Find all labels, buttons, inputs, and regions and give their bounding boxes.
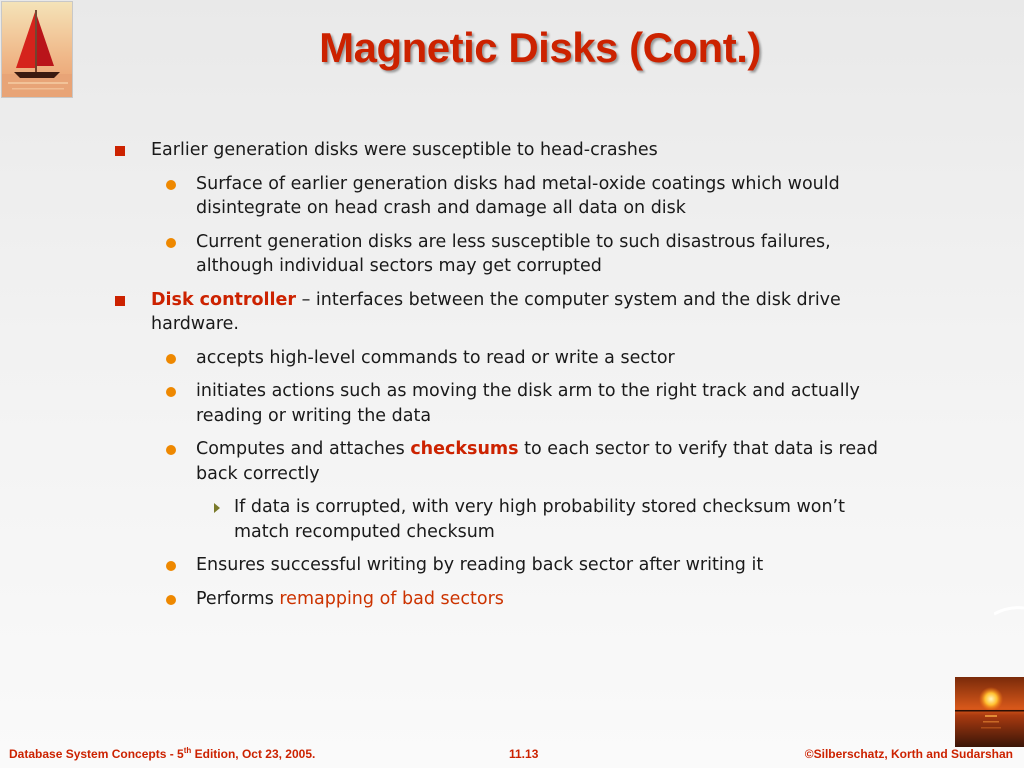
dot-bullet-icon <box>166 595 176 605</box>
footer-book-title: Database System Concepts - 5th Edition, Oct 23, 2005. <box>9 746 316 761</box>
sunset-icon <box>955 677 1024 747</box>
sub-bullet-current-generation: Current generation disks are less susceptible to such disastrous failures, although individual sectors may get corrupted <box>110 230 900 279</box>
sub-bullet-ensures-writing: Ensures successful writing by reading back sector after writing it <box>110 553 900 578</box>
slide-content <box>110 138 900 620</box>
term-remapping: remapping of bad sectors <box>279 588 504 609</box>
dot-bullet-icon <box>166 387 176 397</box>
dot-bullet-icon <box>166 561 176 571</box>
square-bullet-icon <box>115 146 125 156</box>
slide-title: Magnetic Disks (Cont.) <box>319 24 761 71</box>
term-disk-controller: Disk controller <box>151 289 297 310</box>
arrow-bullet-icon <box>214 503 220 513</box>
dot-bullet-icon <box>166 445 176 455</box>
bullet-disk-controller: Disk controller – interfaces between the computer system and the disk drive hardware. <box>110 288 900 337</box>
slide-footer <box>0 747 1024 763</box>
square-bullet-icon <box>115 296 125 306</box>
footer-copyright: ©Silberschatz, Korth and Sudarshan <box>804 747 1013 761</box>
sub-bullet-initiates-actions: initiates actions such as moving the disk arm to the right track and actually reading or writing the data <box>110 379 900 428</box>
dot-bullet-icon <box>166 354 176 364</box>
dot-bullet-icon <box>166 238 176 248</box>
sub-bullet-metal-oxide: Surface of earlier generation disks had metal-oxide coatings which would disintegrate on head crash and damage all data on disk <box>110 172 900 221</box>
sub-bullet-remapping: Performs remapping of bad sectors <box>110 587 900 612</box>
footer-page-number: 11.13 <box>509 747 539 761</box>
term-checksums: checksums <box>410 439 519 459</box>
dot-bullet-icon <box>166 180 176 190</box>
sub-bullet-accepts-commands: accepts high-level commands to read or write a sector <box>110 346 900 371</box>
sub-sub-bullet-corrupted: If data is corrupted, with very high probability stored checksum won’t match recomputed checksum <box>110 495 900 544</box>
sunset-logo <box>955 677 1024 747</box>
sub-bullet-checksums: Computes and attaches checksums to each sector to verify that data is read back correctly <box>110 437 900 486</box>
decorative-curve-icon <box>994 606 1024 616</box>
bullet-head-crashes: Earlier generation disks were susceptible to head-crashes <box>110 138 900 163</box>
